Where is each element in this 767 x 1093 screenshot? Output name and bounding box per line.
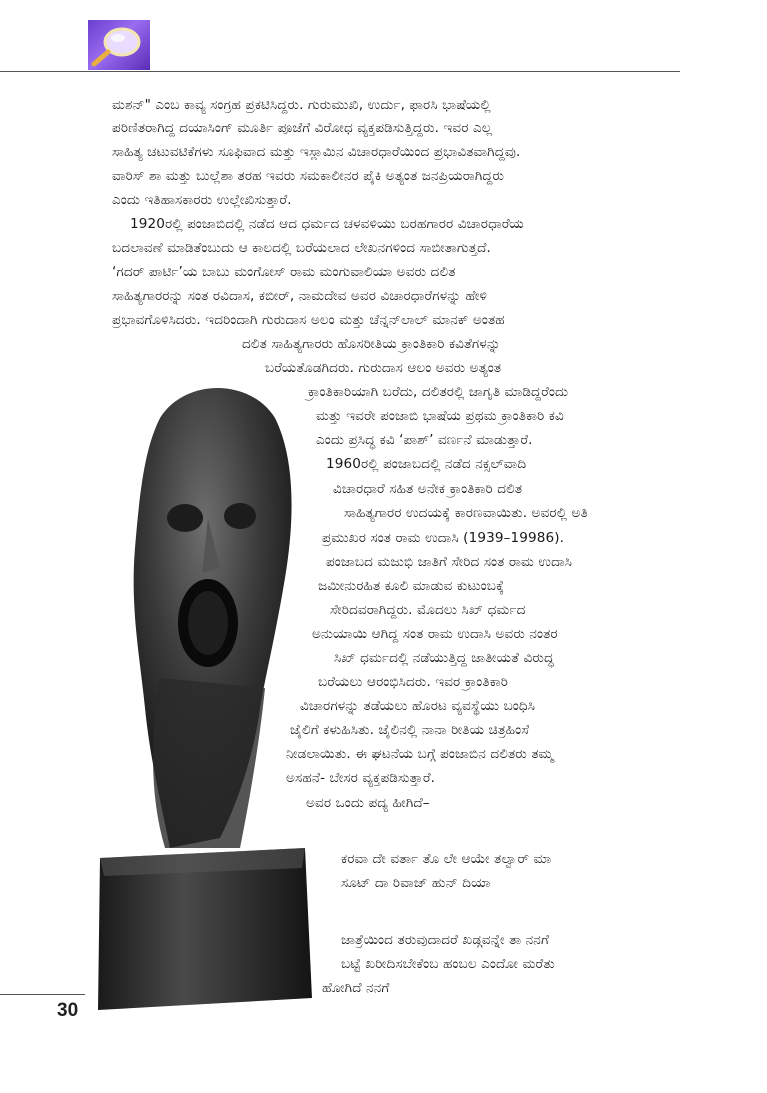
text-line: ಪ್ರಭಾವಗೊಳಿಸಿದರು. ಇದರಿಂದಾಗಿ ಗುರುದಾಸ ಅಲಂ ಮತ್ತು ಚೆನ್ನನ್‌ಲಾಲ್ ಮಾನಕ್ ಅಂತಹ <box>112 312 505 328</box>
poem-line: ಸೂಟ್ ದಾ ರಿವಾಜ್ ಹುನ್ ದಿಯಾ <box>341 875 491 891</box>
text-line: ನೀಡಲಾಯಿತು. ಈ ಘಟನೆಯ ಬಗ್ಗೆ ಪಂಜಾಬಿನ ದಲಿತರು ತಮ್ಮ <box>286 746 554 762</box>
text-line: ಜೈಲಿಗೆ ಕಳುಹಿಸಿತು. ಜೈಲಿನಲ್ಲಿ ನಾನಾ ರೀತಿಯ ಚಿತ್ರಹಿಂಸೆ <box>290 722 530 738</box>
poem-line: ಬಟ್ಟೆ ಖರೀದಿಸಬೇಕೆಂಬ ಹಂಬಲ ಎಂದೋ ಮರೆತು <box>341 956 555 972</box>
text-line: ವಾರಿಸ್ ಶಾ ಮತ್ತು ಬುಲ್ಲೆಶಾ ತರಹ ಇವರು ಸಮಕಾಲೀನರ ಪೈಕಿ ಅತ್ಯಂತ ಜನಪ್ರಿಯರಾಗಿದ್ದರು <box>112 168 505 184</box>
text-line: ಬದಲಾವಣೆ ಮಾಡಿತೆಂಬುದು ಆ ಕಾಲದಲ್ಲಿ ಬರೆಯಲಾದ ಲೇಖನಗಳಿಂದ ಸಾಬೀತಾಗುತ್ತದೆ. <box>112 240 491 256</box>
text-line: ಪಂಜಾಬದ ಮಜುಭಿ ಜಾತಿಗೆ ಸೇರಿದ ಸಂತ ರಾಮ ಉದಾಸಿ <box>326 554 573 570</box>
text-line: ದಲಿತ ಸಾಹಿತ್ಯಗಾರರು ಹೊಸರೀತಿಯ ಕ್ರಾಂತಿಕಾರಿ ಕವಿತೆಗಳನ್ನು <box>242 336 501 352</box>
magnifying-glass-icon <box>88 20 150 70</box>
text-line: ಬರೆಯತೊಡಗಿದರು. ಗುರುದಾಸ ಆಲಂ ಅವರು ಅತ್ಯಂತ <box>265 360 502 376</box>
text-line: ಎಂದು ಇತಿಹಾಸಕಾರರು ಉಲ್ಲೇಖಿಸುತ್ತಾರೆ. <box>112 192 292 208</box>
text-line: ಸಾಹಿತ್ಯ ಚಟುವಟಿಕೆಗಳು ಸೂಫಿವಾದ ಮತ್ತು ಇಸ್ಲಾಮಿನ ವಿಚಾರಧಾರೆಯಿಂದ ಪ್ರಭಾವಿತವಾಗಿದ್ದವು. <box>112 144 521 160</box>
text-line: ‘ಗದರ್ ಪಾರ್ಟಿ’ಯ ಬಾಬು ಮಂಗೋಸ್ ರಾಮ ಮಂಗುವಾಲಿಯಾ ಅವರು ದಲಿತ <box>112 264 456 280</box>
text-line: ಎಂದು ಪ್ರಸಿದ್ಧ ಕವಿ ‘ಪಾಶ್’ ವರ್ಣನೆ ಮಾಡುತ್ತಾರೆ. <box>316 432 533 448</box>
statue-image <box>90 378 320 1023</box>
header-rule <box>0 71 680 72</box>
footer-rule <box>0 994 85 995</box>
text-line: ಅಸಹನೆ- ಬೇಸರ ವ್ಯಕ್ತಪಡಿಸುತ್ತಾರೆ. <box>286 770 436 786</box>
poem-line: ಹೋಗಿದೆ ನನಗೆ <box>322 980 390 996</box>
text-line: ಅನುಯಾಯಿ ಆಗಿದ್ದ ಸಂತ ರಾಮ ಉದಾಸಿ ಅವರು ನಂತರ <box>312 626 558 642</box>
text-line: ಕ್ರಾಂತಿಕಾರಿಯಾಗಿ ಬರೆದು, ದಲಿತರಲ್ಲಿ ಜಾಗೃತಿ ಮಾಡಿದ್ದರೆಂದು <box>308 384 569 400</box>
text-line: ವಿಚಾರಧಾರೆ ಸಹಿತ ಅನೇಕ ಕ್ರಾಂತಿಕಾರಿ ದಲಿತ <box>333 481 523 497</box>
text-line: ಸೇರಿದವರಾಗಿದ್ದರು. ಮೊದಲು ಸಿಖ್ ಧರ್ಮದ <box>330 602 526 618</box>
text-line: ಪ್ರಮುಖರ ಸಂತ ರಾಮ ಉದಾಸಿ (1939–19986). <box>322 530 565 546</box>
text-line: 1920ರಲ್ಲಿ ಪಂಜಾಬಿದಲ್ಲಿ ನಡೆದ ಆದ ಧರ್ಮದ ಚಳವಳಿಯು ಬರಹಗಾರರ ವಿಚಾರಧಾರೆಯ <box>130 216 524 232</box>
text-line: ಜಮೀನುರಹಿತ ಕೂಲಿ ಮಾಡುವ ಕುಟುಂಬಕ್ಕೆ <box>318 578 505 594</box>
poem-line: ಜಾತ್ರೆಯಿಂದ ತರುವುದಾದರೆ ಖಡ್ಗವನ್ನೇ ತಾ ನನಗೆ <box>341 932 549 948</box>
text-line: ಮತ್ತು ಇವರೇ ಪಂಜಾಬಿ ಭಾಷೆಯ ಪ್ರಥಮ ಕ್ರಾಂತಿಕಾರಿ ಕವಿ <box>316 408 564 424</box>
text-line: ಸಿಖ್ ಧರ್ಮದಲ್ಲಿ ನಡೆಯುತ್ತಿದ್ದ ಜಾತೀಯತೆ ವಿರುದ್ಧ <box>334 650 554 666</box>
text-line: ಸಾಹಿತ್ಯಗಾರರನ್ನು ಸಂತ ರವಿದಾಸ, ಕಬೀರ್, ನಾಮದೇವ ಅವರ ವಿಚಾರಧಾರೆಗಳನ್ನು ಹೇಳಿ <box>112 288 487 304</box>
text-line: ಅವರ ಒಂದು ಪದ್ಯ ಹೀಗಿದೆ– <box>306 795 430 811</box>
text-line: 1960ರಲ್ಲಿ ಪಂಜಾಬದಲ್ಲಿ ನಡೆದ ನಕ್ಸಲ್‌ವಾದಿ <box>326 456 527 472</box>
poem-line: ಕರವಾ ದೇ ವರ್ತಾ ತೊ ಲೇ ಆಯೇ ತಲ್ವಾರ್ ಮಾ <box>341 851 552 867</box>
text-line: ವಿಚಾರಗಳನ್ನು ತಡೆಯಲು ಹೊರಟ ವ್ಯವಸ್ಥೆಯು ಬಂಧಿಸಿ <box>300 698 536 714</box>
text-line: ಬರೆಯಲು ಆರಂಭಿಸಿದರು. ಇವರ ಕ್ರಾಂತಿಕಾರಿ <box>318 674 508 690</box>
page-number: 30 <box>57 1000 79 1021</box>
text-line: ಸಾಹಿತ್ಯಗಾರರ ಉದಯಕ್ಕೆ ಕಾರಣವಾಯಿತು. ಅವರಲ್ಲಿ ಅತಿ <box>344 505 588 521</box>
text-line: ಮಶನ್" ಎಂಬ ಕಾವ್ಯ ಸಂಗ್ರಹ ಪ್ರಕಟಿಸಿದ್ದರು. ಗುರುಮುಖಿ, ಉರ್ದು, ಫಾರಸಿ ಭಾಷೆಯಲ್ಲಿ <box>112 97 491 113</box>
text-line: ಪರಿಣಿತರಾಗಿದ್ದ ದಯಾಸಿಂಗ್ ಮೂರ್ತಿ ಪೂಜೆಗೆ ವಿರೋಧ ವ್ಯಕ್ತಪಡಿಸುತ್ತಿದ್ದರು. ಇವರ ಎಲ್ಲ <box>112 120 493 136</box>
